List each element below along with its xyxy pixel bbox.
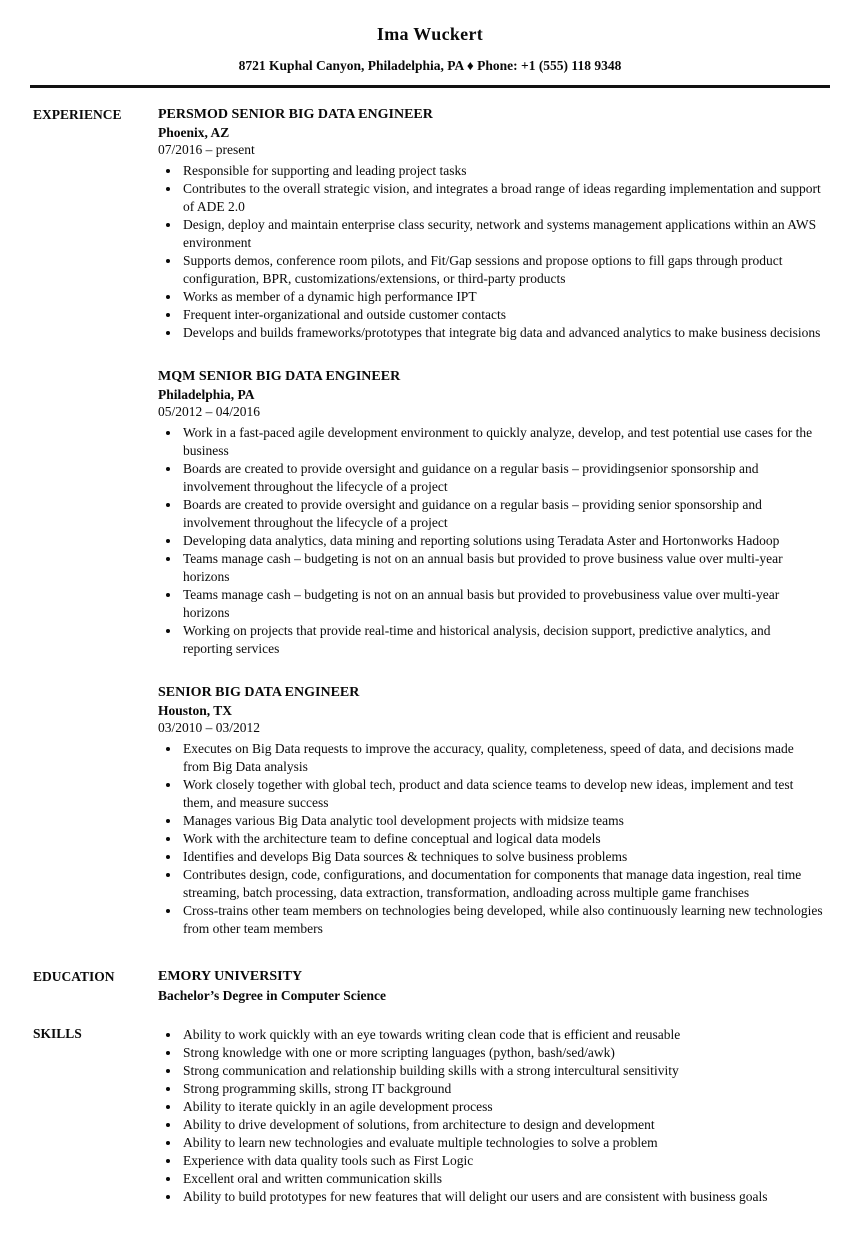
education-degree: Bachelor’s Degree in Computer Science: [158, 988, 386, 1003]
resume-name: Ima Wuckert: [376, 24, 484, 44]
job-bullet: • Supports demos, conference room pilots, and Fit/Gap sessions and propose options to fill gaps through product configuration, BPR, customizations/extensions, or third-party products: [181, 252, 823, 288]
job-title: MQM SENIOR BIG DATA ENGINEER: [158, 369, 401, 384]
job-location: Phoenix, AZ: [158, 125, 230, 140]
skills-label: SKILLS: [33, 1026, 82, 1041]
education-section: [0, 967, 860, 1005]
job-bullet: • Work with the architecture team to define conceptual and logical data models: [181, 830, 823, 848]
skill-item: • Strong knowledge with one or more scripting languages (python, bash/sed/awk): [181, 1044, 823, 1062]
job-bullets: [158, 424, 823, 658]
skill-item: • Strong communication and relationship building skills with a strong intercultural sensitivity: [181, 1062, 823, 1080]
experience-content: [158, 105, 823, 938]
job-bullet: • Contributes to the overall strategic vision, and integrates a broad range of ideas regarding implementation and support of ADE 2.0: [181, 180, 823, 216]
job-bullet: • Boards are created to provide oversight and guidance on a regular basis – providingsenior sponsorship and involvement throughout the lifecycle of a project: [181, 460, 823, 496]
skill-item: • Ability to drive development of solutions, from architecture to design and development: [181, 1116, 823, 1134]
skills-content: [158, 1024, 823, 1206]
header-divider: [30, 85, 830, 88]
job-bullet: • Executes on Big Data requests to improve the accuracy, quality, completeness, speed of data, and decisions made from Big Data analysis: [181, 740, 823, 776]
education-content: [158, 967, 823, 1005]
job-location: Philadelphia, PA: [158, 387, 255, 402]
job-bullet: • Teams manage cash – budgeting is not on an annual basis but provided to provebusiness value over multi-year horizons: [181, 586, 823, 622]
job-bullet: • Work closely together with global tech, product and data science teams to develop new ideas, implement and test them, and measure success: [181, 776, 823, 812]
job-dates: 03/2010 – 03/2012: [158, 720, 261, 735]
job-title: SENIOR BIG DATA ENGINEER: [158, 685, 360, 700]
job-entry: [158, 683, 823, 938]
job-bullet: • Works as member of a dynamic high performance IPT: [181, 288, 823, 306]
job-bullets: [158, 740, 823, 938]
skill-item: • Ability to learn new technologies and evaluate multiple technologies to solve a problem: [181, 1134, 823, 1152]
job-dates: 05/2012 – 04/2016: [158, 404, 261, 419]
contact-line: 8721 Kuphal Canyon, Philadelphia, PA ♦ Phone: +1 (555) 118 9348: [238, 58, 622, 73]
education-label: EDUCATION: [33, 969, 115, 984]
skill-item: • Strong programming skills, strong IT background: [181, 1080, 823, 1098]
job-bullet: • Manages various Big Data analytic tool development projects with midsize teams: [181, 812, 823, 830]
skill-item: • Excellent oral and written communication skills: [181, 1170, 823, 1188]
job-bullet: • Develops and builds frameworks/prototypes that integrate big data and advanced analytics to make business decisions: [181, 324, 823, 342]
experience-section: [0, 105, 860, 938]
job-bullet: • Responsible for supporting and leading project tasks: [181, 162, 823, 180]
job-entry: [158, 105, 823, 342]
job-bullet: • Work in a fast-paced agile development environment to quickly analyze, develop, and test potential use cases for the business: [181, 424, 823, 460]
skill-item: • Ability to work quickly with an eye towards writing clean code that is efficient and reusable: [181, 1026, 823, 1044]
job-location: Houston, TX: [158, 703, 233, 718]
job-bullet: • Frequent inter-organizational and outside customer contacts: [181, 306, 823, 324]
job-bullets: [158, 162, 823, 342]
job-bullet: • Cross-trains other team members on technologies being developed, while also continuously learning new technologies from other team members: [181, 902, 823, 938]
job-bullet: • Developing data analytics, data mining and reporting solutions using Teradata Aster and Hortonworks Hadoop: [181, 532, 823, 550]
job-bullet: • Teams manage cash – budgeting is not on an annual basis but provided to prove business value over multi-year horizons: [181, 550, 823, 586]
job-dates: 07/2016 – present: [158, 142, 255, 157]
education-school: EMORY UNIVERSITY: [158, 969, 303, 984]
job-bullet: • Boards are created to provide oversight and guidance on a regular basis – providing senior sponsorship and involvement throughout the lifecycle of a project: [181, 496, 823, 532]
job-bullet: • Contributes design, code, configurations, and documentation for components that manage data ingestion, real time streaming, batch processing, data extraction, transformation, andloading across multiple game franchises: [181, 866, 823, 902]
job-bullet: • Design, deploy and maintain enterprise class security, network and systems management applications within an AWS environment: [181, 216, 823, 252]
skill-item: • Ability to iterate quickly in an agile development process: [181, 1098, 823, 1116]
job-bullet: • Working on projects that provide real-time and historical analysis, decision support, predictive analytics, and reporting services: [181, 622, 823, 658]
skills-list: [158, 1026, 823, 1206]
skill-item: • Experience with data quality tools such as First Logic: [181, 1152, 823, 1170]
job-entry: [158, 367, 823, 658]
skills-section: [0, 1024, 860, 1206]
experience-label: EXPERIENCE: [33, 107, 122, 122]
skill-item: • Ability to build prototypes for new features that will delight our users and are consistent with business goals: [181, 1188, 823, 1206]
job-bullet: • Identifies and develops Big Data sources & techniques to solve business problems: [181, 848, 823, 866]
job-title: PERSMOD SENIOR BIG DATA ENGINEER: [158, 107, 433, 122]
